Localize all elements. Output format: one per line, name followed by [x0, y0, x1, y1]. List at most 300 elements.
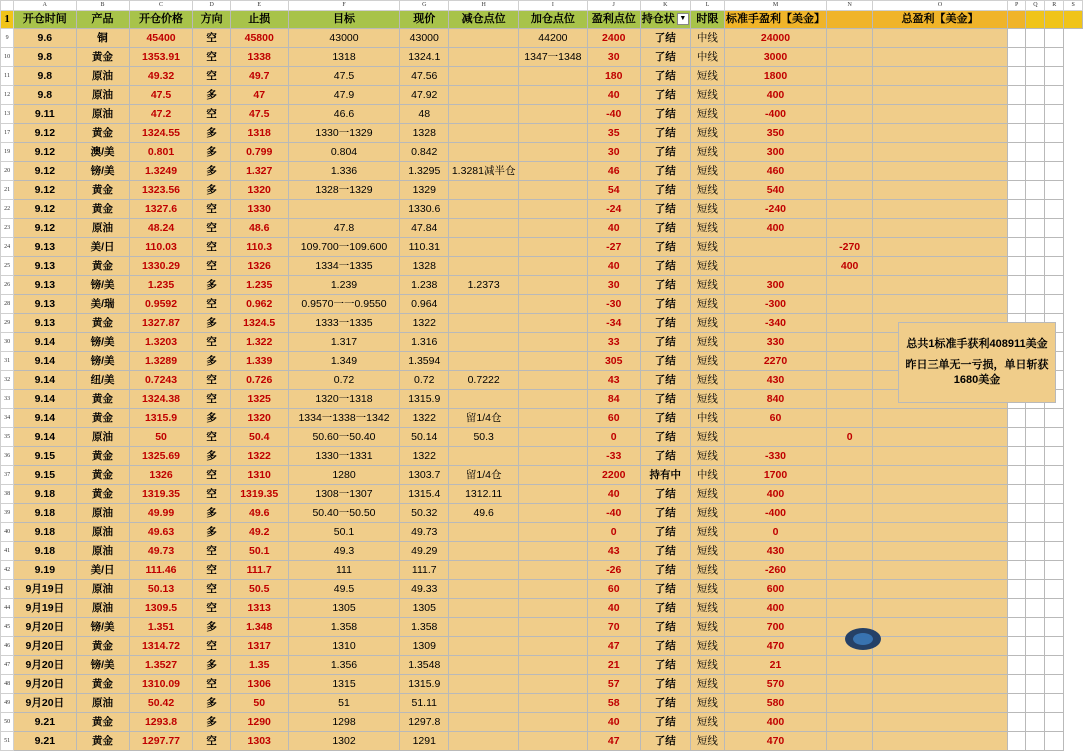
cell-product[interactable]: 原油: [76, 523, 129, 542]
empty-cell[interactable]: [1026, 124, 1045, 143]
table-row[interactable]: [1, 124, 1083, 143]
cell-reduce[interactable]: [449, 618, 519, 637]
cell-term[interactable]: 短线: [690, 599, 724, 618]
cell-dir[interactable]: 多: [193, 694, 230, 713]
cell-std[interactable]: 700: [725, 618, 827, 637]
empty-cell[interactable]: [1064, 11, 1083, 29]
empty-cell[interactable]: [1045, 181, 1064, 200]
empty-cell[interactable]: [1045, 466, 1064, 485]
cell-std2[interactable]: [827, 713, 873, 732]
cell-profit[interactable]: 40: [587, 219, 640, 238]
cell-now[interactable]: 1303.7: [400, 466, 449, 485]
cell-total[interactable]: [873, 675, 1008, 694]
cell-target[interactable]: 1280: [288, 466, 400, 485]
cell-total[interactable]: [873, 181, 1008, 200]
cell-std[interactable]: 470: [725, 732, 827, 751]
cell-dir[interactable]: 多: [193, 447, 230, 466]
cell-time[interactable]: 9.21: [14, 713, 76, 732]
table-row[interactable]: [1, 162, 1083, 181]
cell-reduce[interactable]: 1.3281减半仓: [449, 162, 519, 181]
cell-profit[interactable]: 40: [587, 599, 640, 618]
table-row[interactable]: [1, 694, 1083, 713]
cell-reduce[interactable]: [449, 238, 519, 257]
cell-stop[interactable]: 1322: [230, 447, 288, 466]
row-header[interactable]: 13: [1, 105, 14, 124]
empty-cell[interactable]: [1026, 162, 1045, 181]
cell-product[interactable]: 黄金: [76, 314, 129, 333]
cell-target[interactable]: 49.3: [288, 542, 400, 561]
cell-stop[interactable]: 1324.5: [230, 314, 288, 333]
cell-open[interactable]: 1327.87: [129, 314, 193, 333]
cell-add[interactable]: [519, 162, 588, 181]
cell-open[interactable]: 49.73: [129, 542, 193, 561]
cell-std[interactable]: -400: [725, 504, 827, 523]
cell-dir[interactable]: 多: [193, 124, 230, 143]
cell-product[interactable]: 黄金: [76, 675, 129, 694]
cell-product[interactable]: 黄金: [76, 48, 129, 67]
cell-stop[interactable]: 1.348: [230, 618, 288, 637]
cell-add[interactable]: [519, 599, 588, 618]
filter-dropdown-icon[interactable]: ▼: [677, 13, 689, 25]
cell-std[interactable]: 400: [725, 599, 827, 618]
cell-open[interactable]: 1324.55: [129, 124, 193, 143]
cell-reduce[interactable]: [449, 219, 519, 238]
cell-product[interactable]: 美/日: [76, 238, 129, 257]
empty-cell[interactable]: [1045, 162, 1064, 181]
row-header[interactable]: 38: [1, 485, 14, 504]
empty-cell[interactable]: [1026, 599, 1045, 618]
cell-add[interactable]: [519, 637, 588, 656]
cell-target[interactable]: 1308一1307: [288, 485, 400, 504]
cell-state[interactable]: 了结: [640, 732, 690, 751]
column-header-M[interactable]: M: [725, 1, 827, 11]
cell-dir[interactable]: 多: [193, 86, 230, 105]
cell-std2[interactable]: [827, 295, 873, 314]
column-header-B[interactable]: B: [76, 1, 129, 11]
cell-dir[interactable]: 多: [193, 656, 230, 675]
row-header[interactable]: 21: [1, 181, 14, 200]
cell-product[interactable]: 黄金: [76, 257, 129, 276]
cell-now[interactable]: 0.842: [400, 143, 449, 162]
empty-cell[interactable]: [1045, 561, 1064, 580]
cell-reduce[interactable]: [449, 314, 519, 333]
cell-std2[interactable]: [827, 105, 873, 124]
cell-total[interactable]: [873, 656, 1008, 675]
cell-time[interactable]: 9.19: [14, 561, 76, 580]
cell-stop[interactable]: 1.339: [230, 352, 288, 371]
cell-stop[interactable]: 1330: [230, 200, 288, 219]
cell-profit[interactable]: 43: [587, 542, 640, 561]
cell-term[interactable]: 中线: [690, 466, 724, 485]
cell-stop[interactable]: 1318: [230, 124, 288, 143]
cell-state[interactable]: 了结: [640, 542, 690, 561]
cell-state[interactable]: 了结: [640, 333, 690, 352]
empty-cell[interactable]: [1007, 485, 1026, 504]
cell-state[interactable]: 了结: [640, 409, 690, 428]
cell-std[interactable]: 400: [725, 86, 827, 105]
empty-cell[interactable]: [1007, 409, 1026, 428]
cell-time[interactable]: 9月20日: [14, 618, 76, 637]
cell-reduce[interactable]: 1312.11: [449, 485, 519, 504]
empty-cell[interactable]: [1007, 732, 1026, 751]
empty-cell[interactable]: [1007, 656, 1026, 675]
cell-std[interactable]: 840: [725, 390, 827, 409]
cell-dir[interactable]: 多: [193, 713, 230, 732]
cell-dir[interactable]: 空: [193, 371, 230, 390]
cell-std2[interactable]: [827, 694, 873, 713]
cell-reduce[interactable]: [449, 67, 519, 86]
cell-std2[interactable]: [827, 67, 873, 86]
cell-std[interactable]: 1800: [725, 67, 827, 86]
cell-time[interactable]: 9.21: [14, 732, 76, 751]
empty-cell[interactable]: [1045, 599, 1064, 618]
empty-cell[interactable]: [1026, 694, 1045, 713]
col-header-4[interactable]: 止损: [230, 11, 288, 29]
cell-std[interactable]: -400: [725, 105, 827, 124]
table-row[interactable]: [1, 466, 1083, 485]
cell-profit[interactable]: 40: [587, 257, 640, 276]
cell-stop[interactable]: 50.4: [230, 428, 288, 447]
cell-std2[interactable]: [827, 162, 873, 181]
cell-product[interactable]: 黄金: [76, 447, 129, 466]
cell-stop[interactable]: 1320: [230, 181, 288, 200]
cell-time[interactable]: 9月19日: [14, 580, 76, 599]
cell-add[interactable]: [519, 523, 588, 542]
row-header[interactable]: 10: [1, 48, 14, 67]
table-row[interactable]: [1, 523, 1083, 542]
cell-dir[interactable]: 多: [193, 181, 230, 200]
column-header-A[interactable]: A: [14, 1, 76, 11]
row-header[interactable]: 24: [1, 238, 14, 257]
cell-reduce[interactable]: [449, 257, 519, 276]
row-header[interactable]: 26: [1, 276, 14, 295]
cell-term[interactable]: 短线: [690, 447, 724, 466]
table-row[interactable]: [1, 48, 1083, 67]
table-row[interactable]: [1, 485, 1083, 504]
cell-state[interactable]: 了结: [640, 637, 690, 656]
cell-stop[interactable]: 1320: [230, 409, 288, 428]
cell-dir[interactable]: 空: [193, 105, 230, 124]
cell-stop[interactable]: 1303: [230, 732, 288, 751]
cell-time[interactable]: 9.6: [14, 29, 76, 48]
row-header[interactable]: 43: [1, 580, 14, 599]
empty-cell[interactable]: [1007, 257, 1026, 276]
cell-term[interactable]: 短线: [690, 542, 724, 561]
cell-open[interactable]: 49.63: [129, 523, 193, 542]
cell-state[interactable]: 了结: [640, 67, 690, 86]
cell-total[interactable]: [873, 257, 1008, 276]
cell-time[interactable]: 9月20日: [14, 675, 76, 694]
cell-std2[interactable]: [827, 48, 873, 67]
cell-product[interactable]: 黄金: [76, 390, 129, 409]
cell-open[interactable]: 49.32: [129, 67, 193, 86]
cell-std[interactable]: 0: [725, 523, 827, 542]
cell-stop[interactable]: 110.3: [230, 238, 288, 257]
cell-stop[interactable]: 50.1: [230, 542, 288, 561]
cell-state[interactable]: 了结: [640, 219, 690, 238]
column-header-K[interactable]: K: [640, 1, 690, 11]
cell-total[interactable]: [873, 29, 1008, 48]
column-header-G[interactable]: G: [400, 1, 449, 11]
cell-profit[interactable]: -26: [587, 561, 640, 580]
empty-cell[interactable]: [1007, 162, 1026, 181]
cell-target[interactable]: 47.8: [288, 219, 400, 238]
cell-target[interactable]: 1334一1335: [288, 257, 400, 276]
cell-now[interactable]: 43000: [400, 29, 449, 48]
table-row[interactable]: [1, 29, 1083, 48]
cell-time[interactable]: 9月19日: [14, 599, 76, 618]
cell-add[interactable]: [519, 181, 588, 200]
cell-reduce[interactable]: [449, 656, 519, 675]
empty-cell[interactable]: [1026, 181, 1045, 200]
grid-corner[interactable]: [1, 1, 14, 11]
cell-std2[interactable]: 400: [827, 257, 873, 276]
row-header[interactable]: 37: [1, 466, 14, 485]
empty-cell[interactable]: [1007, 542, 1026, 561]
cell-term[interactable]: 短线: [690, 219, 724, 238]
cell-reduce[interactable]: [449, 694, 519, 713]
cell-total[interactable]: [873, 124, 1008, 143]
column-header-D[interactable]: D: [193, 1, 230, 11]
cell-product[interactable]: 纽/美: [76, 371, 129, 390]
cell-target[interactable]: 43000: [288, 29, 400, 48]
empty-cell[interactable]: [1026, 618, 1045, 637]
empty-cell[interactable]: [1007, 276, 1026, 295]
empty-cell[interactable]: [1007, 86, 1026, 105]
cell-term[interactable]: 短线: [690, 333, 724, 352]
cell-add[interactable]: [519, 580, 588, 599]
cell-target[interactable]: 47.9: [288, 86, 400, 105]
cell-target[interactable]: 1.356: [288, 656, 400, 675]
cell-std[interactable]: 21: [725, 656, 827, 675]
table-row[interactable]: [1, 580, 1083, 599]
cell-term[interactable]: 短线: [690, 504, 724, 523]
cell-now[interactable]: 50.14: [400, 428, 449, 447]
cell-product[interactable]: 黄金: [76, 732, 129, 751]
cell-state[interactable]: 了结: [640, 656, 690, 675]
cell-target[interactable]: 50.40一50.50: [288, 504, 400, 523]
empty-cell[interactable]: [1026, 523, 1045, 542]
cell-total[interactable]: [873, 238, 1008, 257]
cell-reduce[interactable]: 留1/4仓: [449, 409, 519, 428]
cell-open[interactable]: 110.03: [129, 238, 193, 257]
cell-open[interactable]: 47.2: [129, 105, 193, 124]
cell-time[interactable]: 9.8: [14, 67, 76, 86]
cell-open[interactable]: 111.46: [129, 561, 193, 580]
cell-dir[interactable]: 空: [193, 732, 230, 751]
empty-cell[interactable]: [1026, 295, 1045, 314]
cell-std2[interactable]: [827, 675, 873, 694]
empty-cell[interactable]: [1045, 447, 1064, 466]
cell-std2[interactable]: [827, 29, 873, 48]
col-header-12[interactable]: 标准手盈利【美金】: [725, 11, 827, 29]
cell-state[interactable]: 了结: [640, 86, 690, 105]
col-header-6[interactable]: 现价: [400, 11, 449, 29]
cell-state[interactable]: 了结: [640, 675, 690, 694]
empty-cell[interactable]: [1026, 276, 1045, 295]
cell-stop[interactable]: 49.2: [230, 523, 288, 542]
cell-product[interactable]: 黄金: [76, 124, 129, 143]
cell-std[interactable]: 24000: [725, 29, 827, 48]
cell-dir[interactable]: 空: [193, 580, 230, 599]
cell-open[interactable]: 0.9592: [129, 295, 193, 314]
row-header[interactable]: 35: [1, 428, 14, 447]
cell-std[interactable]: 60: [725, 409, 827, 428]
cell-total[interactable]: [873, 618, 1008, 637]
cell-time[interactable]: 9.12: [14, 219, 76, 238]
empty-cell[interactable]: [1007, 504, 1026, 523]
cell-add[interactable]: [519, 466, 588, 485]
cell-add[interactable]: [519, 238, 588, 257]
empty-cell[interactable]: [1045, 523, 1064, 542]
empty-cell[interactable]: [1026, 713, 1045, 732]
cell-stop[interactable]: 45800: [230, 29, 288, 48]
cell-stop[interactable]: 1.322: [230, 333, 288, 352]
cell-total[interactable]: [873, 86, 1008, 105]
row-header[interactable]: 41: [1, 542, 14, 561]
cell-term[interactable]: 短线: [690, 580, 724, 599]
cell-dir[interactable]: 多: [193, 143, 230, 162]
cell-std2[interactable]: [827, 86, 873, 105]
empty-cell[interactable]: [1007, 523, 1026, 542]
cell-now[interactable]: 47.84: [400, 219, 449, 238]
cell-open[interactable]: 0.7243: [129, 371, 193, 390]
row-header[interactable]: 9: [1, 29, 14, 48]
cell-dir[interactable]: 多: [193, 314, 230, 333]
cell-std2[interactable]: [827, 333, 873, 352]
col-header-8[interactable]: 加仓点位: [519, 11, 588, 29]
col-header-0[interactable]: 开仓时间: [14, 11, 76, 29]
empty-cell[interactable]: [1007, 219, 1026, 238]
cell-now[interactable]: 47.92: [400, 86, 449, 105]
cell-dir[interactable]: 空: [193, 219, 230, 238]
cell-time[interactable]: 9.12: [14, 124, 76, 143]
empty-cell[interactable]: [1045, 637, 1064, 656]
column-header-E[interactable]: E: [230, 1, 288, 11]
row-header[interactable]: 23: [1, 219, 14, 238]
cell-add[interactable]: [519, 694, 588, 713]
cell-std[interactable]: -240: [725, 200, 827, 219]
cell-total[interactable]: [873, 637, 1008, 656]
cell-profit[interactable]: 2200: [587, 466, 640, 485]
cell-std[interactable]: 540: [725, 181, 827, 200]
cell-state[interactable]: 了结: [640, 371, 690, 390]
cell-add[interactable]: [519, 504, 588, 523]
cell-dir[interactable]: 空: [193, 390, 230, 409]
cell-product[interactable]: 镑/美: [76, 162, 129, 181]
cell-add[interactable]: [519, 314, 588, 333]
cell-add[interactable]: [519, 618, 588, 637]
cell-term[interactable]: 短线: [690, 694, 724, 713]
cell-state[interactable]: 了结: [640, 352, 690, 371]
cell-now[interactable]: 1315.9: [400, 390, 449, 409]
cell-add[interactable]: [519, 124, 588, 143]
cell-std[interactable]: 400: [725, 219, 827, 238]
empty-cell[interactable]: [1007, 694, 1026, 713]
cell-stop[interactable]: 1317: [230, 637, 288, 656]
cell-now[interactable]: 1328: [400, 257, 449, 276]
cell-open[interactable]: 1314.72: [129, 637, 193, 656]
row-header[interactable]: 1: [1, 11, 14, 29]
cell-time[interactable]: 9.15: [14, 447, 76, 466]
cell-open[interactable]: 49.99: [129, 504, 193, 523]
cell-term[interactable]: 中线: [690, 409, 724, 428]
cell-target[interactable]: 0.72: [288, 371, 400, 390]
cell-now[interactable]: 1315.4: [400, 485, 449, 504]
cell-term[interactable]: 短线: [690, 86, 724, 105]
table-row[interactable]: [1, 675, 1083, 694]
cell-product[interactable]: 原油: [76, 428, 129, 447]
cell-reduce[interactable]: [449, 637, 519, 656]
cell-std2[interactable]: [827, 219, 873, 238]
cell-total[interactable]: [873, 599, 1008, 618]
cell-profit[interactable]: -40: [587, 105, 640, 124]
cell-std[interactable]: 460: [725, 162, 827, 181]
col-header-10[interactable]: 持仓状 ▼: [640, 11, 690, 29]
cell-std2[interactable]: [827, 314, 873, 333]
cell-std[interactable]: 570: [725, 675, 827, 694]
table-row[interactable]: [1, 504, 1083, 523]
cell-state[interactable]: 了结: [640, 29, 690, 48]
cell-open[interactable]: 1324.38: [129, 390, 193, 409]
empty-cell[interactable]: [1026, 238, 1045, 257]
cell-std2[interactable]: [827, 181, 873, 200]
cell-profit[interactable]: 40: [587, 713, 640, 732]
cell-dir[interactable]: 空: [193, 428, 230, 447]
table-row[interactable]: [1, 86, 1083, 105]
cell-open[interactable]: 1326: [129, 466, 193, 485]
cell-now[interactable]: 49.33: [400, 580, 449, 599]
cell-dir[interactable]: 空: [193, 561, 230, 580]
cell-reduce[interactable]: [449, 561, 519, 580]
cell-product[interactable]: 镑/美: [76, 276, 129, 295]
cell-time[interactable]: 9.12: [14, 181, 76, 200]
empty-cell[interactable]: [1007, 580, 1026, 599]
cell-target[interactable]: 1318: [288, 48, 400, 67]
row-header[interactable]: 46: [1, 637, 14, 656]
cell-product[interactable]: 铜: [76, 29, 129, 48]
cell-term[interactable]: 短线: [690, 371, 724, 390]
cell-product[interactable]: 黄金: [76, 466, 129, 485]
cell-total[interactable]: [873, 295, 1008, 314]
cell-now[interactable]: 1315.9: [400, 675, 449, 694]
cell-time[interactable]: 9.12: [14, 162, 76, 181]
empty-cell[interactable]: [1026, 86, 1045, 105]
cell-std2[interactable]: [827, 504, 873, 523]
empty-cell[interactable]: [1026, 48, 1045, 67]
table-row[interactable]: [1, 561, 1083, 580]
cell-dir[interactable]: 空: [193, 466, 230, 485]
table-row[interactable]: [1, 219, 1083, 238]
cell-std2[interactable]: [827, 656, 873, 675]
cell-now[interactable]: 1.3295: [400, 162, 449, 181]
cell-dir[interactable]: 空: [193, 200, 230, 219]
row-header[interactable]: 47: [1, 656, 14, 675]
column-header-J[interactable]: J: [587, 1, 640, 11]
cell-profit[interactable]: 180: [587, 67, 640, 86]
cell-dir[interactable]: 多: [193, 618, 230, 637]
cell-std2[interactable]: [827, 124, 873, 143]
cell-time[interactable]: 9.11: [14, 105, 76, 124]
table-row[interactable]: [1, 637, 1083, 656]
cell-std[interactable]: 400: [725, 485, 827, 504]
cell-std[interactable]: 430: [725, 371, 827, 390]
cell-stop[interactable]: 48.6: [230, 219, 288, 238]
cell-total[interactable]: [873, 219, 1008, 238]
empty-cell[interactable]: [1045, 580, 1064, 599]
row-header[interactable]: 32: [1, 371, 14, 390]
cell-target[interactable]: 1305: [288, 599, 400, 618]
